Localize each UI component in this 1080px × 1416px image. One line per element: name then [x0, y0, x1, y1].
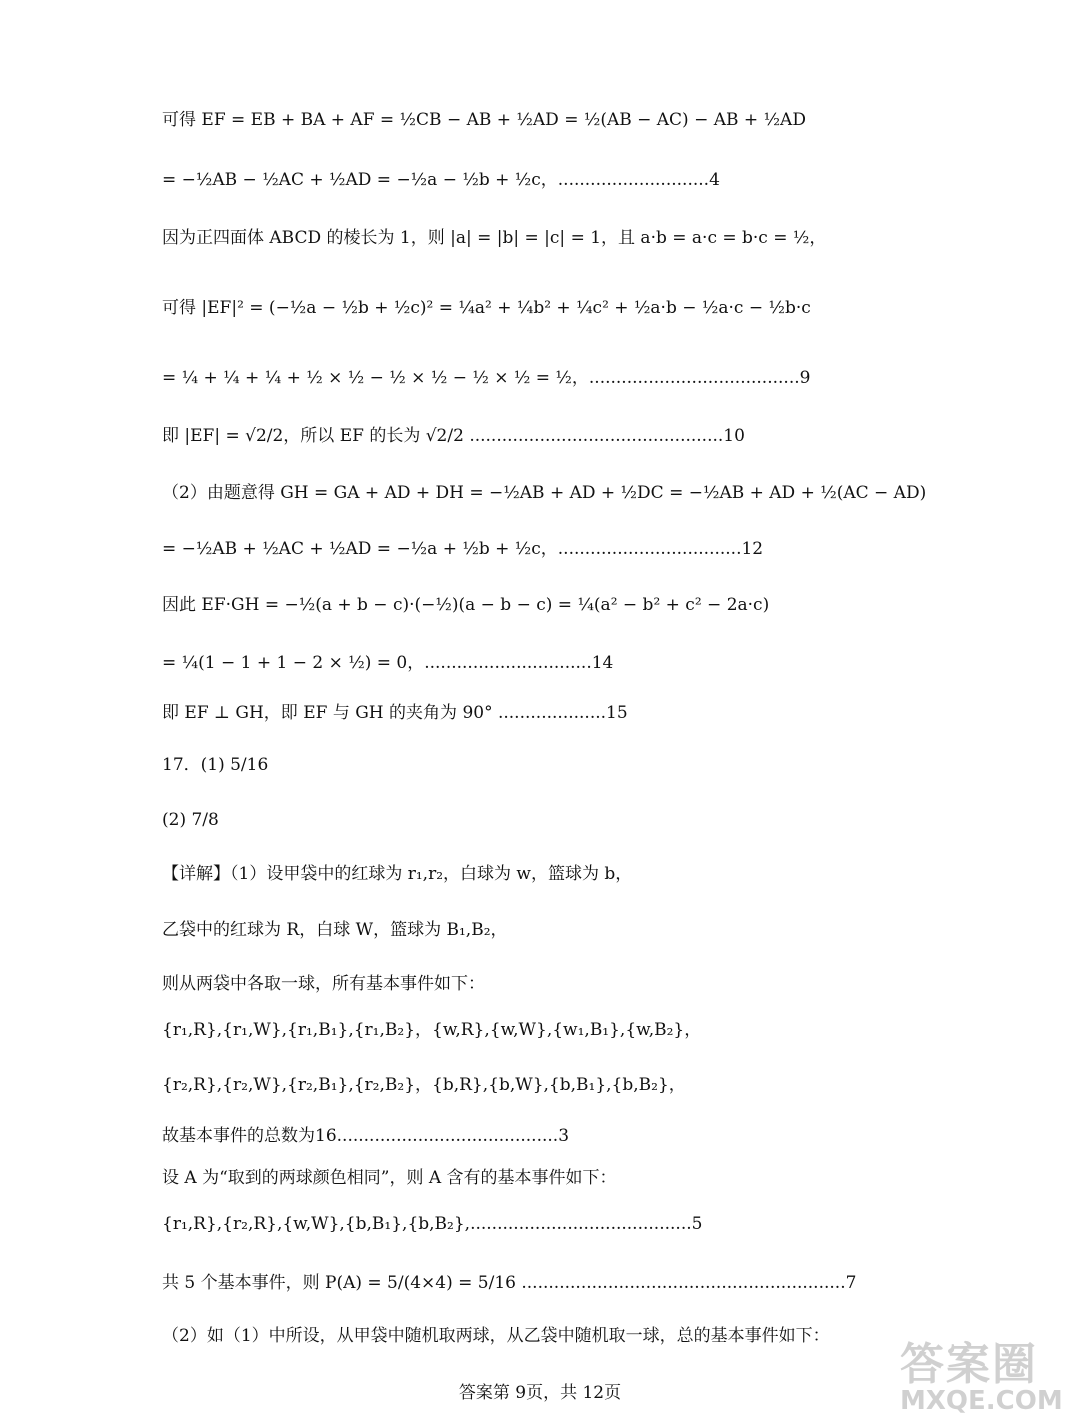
line-12: 17．(1) 5/16 [162, 755, 269, 775]
line-9: 因此 EF·GH = −½(a + b − c)·(−½)(a − b − c) = ¼(a² − b² + c² − 2a·c) [162, 595, 770, 615]
line-1: 可得 EF = EB + BA + AF = ½CB − AB + ½AD = ½(AB − AC) − AB + ½AD [162, 110, 806, 130]
line-7: （2）由题意得 GH = GA + AD + DH = −½AB + AD + ½DC = −½AB + AD + ½(AC − AD) [162, 483, 927, 503]
line-4: 可得 |EF|² = (−½a − ½b + ½c)² = ¼a² + ¼b² + ¼c² + ½a·b − ½a·c − ½b·c [162, 298, 811, 318]
line-20: 设 A 为“取到的两球颜色相同”，则 A 含有的基本事件如下： [162, 1168, 617, 1188]
watermark-top: 答案圈 [900, 1339, 1038, 1390]
line-18: {r₂,R},{r₂,W},{r₂,B₁},{r₂,B₂}，{b,R},{b,W},{b,B₁},{b,B₂}， [162, 1075, 686, 1095]
line-13: (2) 7/8 [162, 810, 219, 830]
line-11: 即 EF ⊥ GH，即 EF 与 GH 的夹角为 90° ....................15 [162, 703, 628, 723]
line-6: 即 |EF| = √2/2，所以 EF 的长为 √2/2 ...............................................10 [162, 426, 745, 446]
watermark-bottom: MXQE.COM [900, 1386, 1063, 1416]
line-19: 故基本事件的总数为16.........................................3 [162, 1126, 570, 1146]
line-3: 因为正四面体 ABCD 的棱长为 1，则 |a| = |b| = |c| = 1，且 a·b = a·c = b·c = ½， [162, 228, 827, 248]
line-23: （2）如（1）中所设，从甲袋中随机取两球，从乙袋中随机取一球，总的基本事件如下： [162, 1326, 830, 1346]
line-22: 共 5 个基本事件，则 P(A) = 5/(4×4) = 5/16 ............................................................7 [162, 1273, 857, 1293]
line-21: {r₁,R},{r₂,R},{w,W},{b,B₁},{b,B₂},.........................................5 [162, 1214, 703, 1234]
line-2: = −½AB − ½AC + ½AD = −½a − ½b + ½c，............................4 [162, 170, 720, 190]
line-17: {r₁,R},{r₁,W},{r₁,B₁},{r₁,B₂}，{w,R},{w,W},{w₁,B₁},{w,B₂}， [162, 1020, 702, 1040]
line-8: = −½AB + ½AC + ½AD = −½a + ½b + ½c，..................................12 [162, 539, 764, 559]
line-16: 则从两袋中各取一球，所有基本事件如下： [162, 974, 485, 994]
line-5: = ¼ + ¼ + ¼ + ½ × ½ − ½ × ½ − ½ × ½ = ½，.......................................9 [162, 368, 811, 388]
page-footer: 答案第 9页，共 12页 [458, 1383, 622, 1403]
line-15: 乙袋中的红球为 R，白球 W，篮球为 B₁,B₂， [162, 920, 508, 940]
line-14: 【详解】（1）设甲袋中的红球为 r₁,r₂，白球为 w，篮球为 b， [162, 864, 633, 884]
watermark-logo [900, 1328, 1078, 1416]
line-10: = ¼(1 − 1 + 1 − 2 × ½) = 0，...............................14 [162, 653, 614, 673]
